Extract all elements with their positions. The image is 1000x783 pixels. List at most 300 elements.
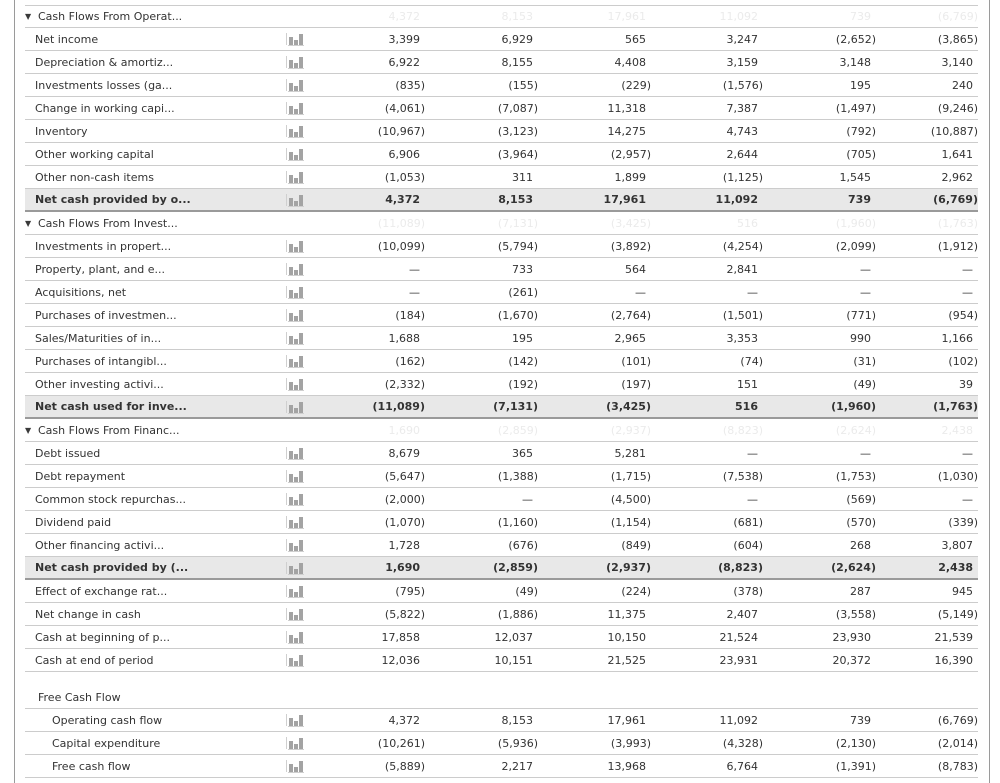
- value-cell: (155): [508, 78, 538, 92]
- table-row-item: [25, 327, 978, 350]
- value-cell: (1,053): [384, 170, 425, 184]
- value-cell: (6,769): [937, 10, 978, 23]
- table-row-item: [25, 350, 978, 373]
- value-cell: 11,092: [719, 10, 758, 23]
- value-cell: —: [860, 262, 871, 276]
- value-cell: (8,783): [937, 759, 978, 773]
- mini-bar-chart-icon[interactable]: [286, 354, 308, 368]
- row-label-area: [25, 737, 286, 750]
- value-cell: 1,166: [941, 331, 973, 345]
- value-cell: 8,153: [498, 193, 533, 206]
- value-cell: (3,964): [497, 147, 538, 161]
- value-cell: 268: [850, 538, 871, 552]
- row-label: Free Cash Flow: [38, 690, 121, 704]
- value-cell: 10,150: [607, 630, 646, 644]
- table-row-item: [25, 235, 978, 258]
- value-cell: 14,275: [607, 124, 646, 138]
- value-cell: 4,372: [385, 193, 420, 206]
- row-label-area: [25, 447, 286, 460]
- value-cell: 1,899: [614, 170, 646, 184]
- value-cell: (3,993): [610, 736, 651, 750]
- value-cell: 2,217: [501, 759, 533, 773]
- value-cell: (229): [621, 78, 651, 92]
- value-cell: 945: [952, 584, 973, 598]
- value-cell: (2,652): [835, 32, 876, 46]
- value-cell: (2,099): [835, 239, 876, 253]
- row-label: Cash Flows From Invest...: [38, 216, 178, 230]
- table-row-item: [25, 580, 978, 603]
- table-row-total: [25, 189, 978, 212]
- value-cell: (2,130): [835, 736, 876, 750]
- row-label: Cash Flows From Operat...: [38, 10, 183, 23]
- value-cell: 6,929: [501, 32, 533, 46]
- value-cell: (3,865): [937, 32, 978, 46]
- value-cell: 2,438: [938, 561, 973, 574]
- value-cell: (1,670): [497, 308, 538, 322]
- value-cell: (10,099): [377, 239, 425, 253]
- value-cell: 4,743: [726, 124, 758, 138]
- value-cell: (1,030): [937, 469, 978, 483]
- table-row-item: [25, 442, 978, 465]
- value-cell: —: [860, 285, 871, 299]
- row-label: Operating cash flow: [52, 713, 163, 727]
- value-cell: 1,690: [388, 423, 420, 437]
- table-row-item: [25, 166, 978, 189]
- row-label-area: [25, 539, 286, 552]
- value-cell: (162): [395, 354, 425, 368]
- row-label-area: [25, 424, 286, 437]
- value-cell: (7,131): [493, 400, 538, 413]
- row-label-area: [25, 102, 286, 115]
- value-cell: 151: [737, 377, 758, 391]
- value-cell: (4,254): [722, 239, 763, 253]
- value-cell: 311: [512, 170, 533, 184]
- mini-bar-chart-icon[interactable]: [286, 124, 308, 138]
- value-cell: (3,425): [610, 216, 651, 230]
- value-cell: (2,764): [610, 308, 651, 322]
- value-cell: (1,388): [497, 469, 538, 483]
- value-cell: 2,841: [726, 262, 758, 276]
- mini-bar-chart-icon[interactable]: [286, 308, 308, 322]
- row-label: Other non-cash items: [35, 170, 154, 184]
- row-label-area: [25, 714, 286, 727]
- row-label: Cash Flows From Financ...: [38, 423, 180, 437]
- value-cell: (4,500): [610, 492, 651, 506]
- row-label-area: [25, 33, 286, 46]
- row-label-area: [25, 631, 286, 644]
- value-cell: (2,014): [937, 736, 978, 750]
- value-cell: (184): [395, 308, 425, 322]
- row-label: Net cash provided by (...: [35, 561, 189, 574]
- row-label-area: [25, 585, 286, 598]
- value-cell: (11,089): [377, 216, 425, 230]
- value-cell: 3,807: [941, 538, 973, 552]
- value-cell: (102): [948, 354, 978, 368]
- value-cell: 3,140: [941, 55, 973, 69]
- value-cell: 8,153: [501, 10, 533, 23]
- value-cell: 564: [625, 262, 646, 276]
- table-row-item: [25, 511, 978, 534]
- row-label-area: [25, 493, 286, 506]
- value-cell: 739: [850, 713, 871, 727]
- row-label-area: [25, 332, 286, 345]
- value-cell: 7,387: [726, 101, 758, 115]
- value-cell: 11,092: [719, 713, 758, 727]
- value-cell: (224): [621, 584, 651, 598]
- row-label-area: [25, 217, 286, 230]
- mini-bar-chart-icon[interactable]: [286, 736, 308, 750]
- mini-bar-chart-icon[interactable]: [286, 32, 308, 46]
- mini-bar-chart-icon[interactable]: [286, 55, 308, 69]
- value-cell: (142): [508, 354, 538, 368]
- value-cell: 2,407: [726, 607, 758, 621]
- value-cell: (8,823): [718, 561, 763, 574]
- mini-bar-chart-icon[interactable]: [286, 331, 308, 345]
- row-label: Purchases of investmen...: [35, 308, 177, 322]
- table-row-item: [25, 74, 978, 97]
- value-cell: —: [409, 262, 420, 276]
- row-label: Sales/Maturities of in...: [35, 331, 162, 345]
- row-label: Debt issued: [35, 446, 101, 460]
- value-cell: (339): [948, 515, 978, 529]
- value-cell: 2,965: [614, 331, 646, 345]
- value-cell: 21,539: [934, 630, 973, 644]
- value-cell: (101): [621, 354, 651, 368]
- value-cell: (570): [846, 515, 876, 529]
- value-cell: —: [635, 285, 646, 299]
- value-cell: (835): [395, 78, 425, 92]
- value-cell: 13,968: [607, 759, 646, 773]
- mini-bar-chart-icon[interactable]: [286, 147, 308, 161]
- table-row-item: [25, 649, 978, 672]
- value-cell: (11,089): [372, 400, 425, 413]
- value-cell: 990: [850, 331, 871, 345]
- value-cell: (2,937): [606, 561, 651, 574]
- mini-bar-chart-icon[interactable]: [286, 515, 308, 529]
- table-row-item: [25, 534, 978, 557]
- value-cell: (197): [621, 377, 651, 391]
- row-label-area: [25, 561, 286, 574]
- value-cell: (2,624): [831, 561, 876, 574]
- value-cell: (3,123): [497, 124, 538, 138]
- row-label-area: [25, 309, 286, 322]
- table-row-item: [25, 51, 978, 74]
- value-cell: 12,036: [381, 653, 420, 667]
- mini-bar-chart-icon[interactable]: [286, 538, 308, 552]
- value-cell: (2,937): [610, 423, 651, 437]
- mini-bar-chart-icon[interactable]: [286, 607, 308, 621]
- mini-bar-chart-icon[interactable]: [286, 377, 308, 391]
- value-cell: (1,501): [722, 308, 763, 322]
- row-label-area: [25, 516, 286, 529]
- value-cell: 6,922: [388, 55, 420, 69]
- value-cell: (1,576): [722, 78, 763, 92]
- value-cell: (192): [508, 377, 538, 391]
- value-cell: (1,715): [610, 469, 651, 483]
- value-cell: (569): [846, 492, 876, 506]
- value-cell: (2,859): [493, 561, 538, 574]
- table-row-item: [25, 488, 978, 511]
- row-label-area: [25, 470, 286, 483]
- value-cell: 17,961: [607, 713, 646, 727]
- value-cell: —: [409, 285, 420, 299]
- value-cell: 3,399: [388, 32, 420, 46]
- table-row-item: [25, 258, 978, 281]
- row-label-area: [25, 79, 286, 92]
- value-cell: (792): [846, 124, 876, 138]
- value-cell: (7,087): [497, 101, 538, 115]
- value-cell: 21,524: [719, 630, 758, 644]
- value-cell: (3,558): [835, 607, 876, 621]
- value-cell: (849): [621, 538, 651, 552]
- value-cell: (2,624): [835, 423, 876, 437]
- row-label: Net change in cash: [35, 607, 141, 621]
- value-cell: 240: [952, 78, 973, 92]
- value-cell: (604): [733, 538, 763, 552]
- value-cell: (3,425): [606, 400, 651, 413]
- value-cell: (1,886): [497, 607, 538, 621]
- collapse-triangle-icon[interactable]: ▼: [25, 12, 32, 21]
- value-cell: (9,246): [937, 101, 978, 115]
- value-cell: 1,688: [388, 331, 420, 345]
- row-label: Acquisitions, net: [35, 285, 127, 299]
- value-cell: 11,318: [607, 101, 646, 115]
- row-label-area: [25, 378, 286, 391]
- value-cell: —: [522, 492, 533, 506]
- mini-bar-chart-icon[interactable]: [286, 584, 308, 598]
- mini-bar-chart-icon[interactable]: [286, 101, 308, 115]
- row-label-area: [25, 193, 286, 206]
- value-cell: (1,763): [937, 216, 978, 230]
- value-cell: (4,328): [722, 736, 763, 750]
- value-cell: —: [747, 285, 758, 299]
- row-label-area: [25, 56, 286, 69]
- value-cell: 739: [848, 193, 871, 206]
- value-cell: (2,000): [384, 492, 425, 506]
- value-cell: (2,332): [384, 377, 425, 391]
- row-label-area: [25, 286, 286, 299]
- value-cell: (10,261): [377, 736, 425, 750]
- value-cell: (10,887): [930, 124, 978, 138]
- value-cell: (5,149): [937, 607, 978, 621]
- value-cell: (676): [508, 538, 538, 552]
- row-label-area: [25, 654, 286, 667]
- value-cell: (10,967): [377, 124, 425, 138]
- value-cell: 516: [735, 400, 758, 413]
- mini-bar-chart-icon[interactable]: [286, 759, 308, 773]
- value-cell: 6,764: [726, 759, 758, 773]
- table-row-item: [25, 304, 978, 327]
- table-row-subitem: [25, 709, 978, 732]
- value-cell: 21,525: [607, 653, 646, 667]
- value-cell: 1,728: [388, 538, 420, 552]
- row-label-area: [25, 148, 286, 161]
- value-cell: (8,823): [722, 423, 763, 437]
- row-label: Net cash provided by o...: [35, 193, 191, 206]
- value-cell: 4,372: [388, 10, 420, 23]
- mini-bar-chart-icon[interactable]: [286, 713, 308, 727]
- row-label-area: [25, 263, 286, 276]
- row-label: Cash at end of period: [35, 653, 154, 667]
- value-cell: (2,859): [497, 423, 538, 437]
- value-cell: (5,794): [497, 239, 538, 253]
- value-cell: (4,061): [384, 101, 425, 115]
- value-cell: (3,892): [610, 239, 651, 253]
- value-cell: 195: [850, 78, 871, 92]
- row-label: Inventory: [35, 124, 88, 138]
- row-label: Investments losses (ga...: [35, 78, 173, 92]
- value-cell: (1,960): [835, 216, 876, 230]
- value-cell: 565: [625, 32, 646, 46]
- value-cell: (954): [948, 308, 978, 322]
- value-cell: (2,957): [610, 147, 651, 161]
- value-cell: 39: [959, 377, 973, 391]
- value-cell: (1,154): [610, 515, 651, 529]
- value-cell: (6,769): [937, 713, 978, 727]
- value-cell: (1,497): [835, 101, 876, 115]
- table-row-item: [25, 373, 978, 396]
- table-row-item: [25, 465, 978, 488]
- value-cell: 2,962: [941, 170, 973, 184]
- value-cell: 733: [512, 262, 533, 276]
- value-cell: 20,372: [832, 653, 871, 667]
- table-row-total: [25, 396, 978, 419]
- value-cell: —: [860, 446, 871, 460]
- value-cell: 5,281: [614, 446, 646, 460]
- value-cell: —: [747, 492, 758, 506]
- mini-bar-chart-icon[interactable]: [286, 239, 308, 253]
- mini-bar-chart-icon[interactable]: [286, 653, 308, 667]
- value-cell: 1,545: [839, 170, 871, 184]
- value-cell: 17,961: [603, 193, 646, 206]
- value-cell: 6,906: [388, 147, 420, 161]
- row-label: Free cash flow: [52, 759, 131, 773]
- value-cell: 12,037: [494, 630, 533, 644]
- value-cell: 10,151: [494, 653, 533, 667]
- table-row-subitem: [25, 755, 978, 778]
- value-cell: 17,961: [607, 10, 646, 23]
- value-cell: (49): [515, 584, 538, 598]
- table-row-item: [25, 626, 978, 649]
- row-label: Capital expenditure: [52, 736, 161, 750]
- value-cell: (795): [395, 584, 425, 598]
- mini-bar-chart-icon[interactable]: [286, 492, 308, 506]
- value-cell: —: [962, 262, 973, 276]
- value-cell: 4,372: [388, 713, 420, 727]
- row-label: Common stock repurchas...: [35, 492, 186, 506]
- collapse-triangle-icon[interactable]: ▼: [25, 425, 32, 435]
- mini-bar-chart-icon[interactable]: [286, 469, 308, 483]
- row-label: Purchases of intangibl...: [35, 354, 167, 368]
- value-cell: 287: [850, 584, 871, 598]
- cash-flow-statement-panel: [14, 0, 990, 783]
- row-label: Depreciation & amortiz...: [35, 55, 174, 69]
- mini-bar-chart-icon[interactable]: [286, 561, 308, 575]
- table-row-spacer: [25, 672, 978, 686]
- row-label-area: [25, 240, 286, 253]
- mini-bar-chart-icon[interactable]: [286, 400, 308, 414]
- value-cell: 16,390: [934, 653, 973, 667]
- value-cell: —: [962, 285, 973, 299]
- value-cell: 23,931: [719, 653, 758, 667]
- value-cell: (31): [853, 354, 876, 368]
- row-label: Dividend paid: [35, 515, 112, 529]
- value-cell: 3,148: [839, 55, 871, 69]
- mini-bar-chart-icon[interactable]: [286, 285, 308, 299]
- value-cell: 23,930: [832, 630, 871, 644]
- value-cell: 4,408: [614, 55, 646, 69]
- value-cell: (1,912): [937, 239, 978, 253]
- value-cell: (5,647): [384, 469, 425, 483]
- value-cell: (1,763): [933, 400, 978, 413]
- value-cell: (5,936): [497, 736, 538, 750]
- value-cell: (1,960): [831, 400, 876, 413]
- table-row-item: [25, 143, 978, 166]
- row-label-area: [25, 691, 956, 704]
- mini-bar-chart-icon[interactable]: [286, 170, 308, 184]
- row-label: Net income: [35, 32, 99, 46]
- table-row-section[interactable]: [25, 5, 978, 28]
- value-cell: (1,160): [497, 515, 538, 529]
- value-cell: (5,822): [384, 607, 425, 621]
- value-cell: 516: [737, 216, 758, 230]
- row-label-area: [25, 608, 286, 621]
- collapse-triangle-icon[interactable]: ▼: [25, 218, 32, 228]
- value-cell: —: [747, 446, 758, 460]
- value-cell: 365: [512, 446, 533, 460]
- mini-bar-chart-icon[interactable]: [286, 630, 308, 644]
- value-cell: (1,391): [835, 759, 876, 773]
- mini-bar-chart-icon[interactable]: [286, 78, 308, 92]
- row-label: Property, plant, and e...: [35, 262, 166, 276]
- cash-flow-table: [25, 0, 978, 778]
- row-label: Other investing activi...: [35, 377, 164, 391]
- mini-bar-chart-icon[interactable]: [286, 446, 308, 460]
- row-label: Other working capital: [35, 147, 154, 161]
- value-cell: —: [962, 492, 973, 506]
- row-label-area: [25, 171, 286, 184]
- table-row-subitem: [25, 732, 978, 755]
- row-label: Debt repayment: [35, 469, 126, 483]
- row-label: Effect of exchange rat...: [35, 584, 168, 598]
- table-row-section[interactable]: [25, 212, 978, 235]
- table-row-total: [25, 557, 978, 580]
- table-row-item: [25, 603, 978, 626]
- value-cell: (681): [733, 515, 763, 529]
- value-cell: 8,155: [501, 55, 533, 69]
- row-label-area: [25, 355, 286, 368]
- value-cell: 1,690: [385, 561, 420, 574]
- row-label-area: [25, 10, 286, 23]
- value-cell: 17,858: [381, 630, 420, 644]
- value-cell: 11,092: [715, 193, 758, 206]
- value-cell: 739: [850, 10, 871, 23]
- table-row-item: [25, 28, 978, 51]
- row-label-area: [25, 760, 286, 773]
- value-cell: (1,125): [722, 170, 763, 184]
- mini-bar-chart-icon[interactable]: [286, 193, 308, 207]
- value-cell: —: [962, 446, 973, 460]
- table-row-item: [25, 120, 978, 143]
- table-row-section[interactable]: [25, 419, 978, 442]
- value-cell: 3,353: [726, 331, 758, 345]
- mini-bar-chart-icon[interactable]: [286, 262, 308, 276]
- value-cell: 3,159: [726, 55, 758, 69]
- row-label: Cash at beginning of p...: [35, 630, 170, 644]
- row-label: Change in working capi...: [35, 101, 175, 115]
- value-cell: (705): [846, 147, 876, 161]
- row-label: Net cash used for inve...: [35, 400, 187, 413]
